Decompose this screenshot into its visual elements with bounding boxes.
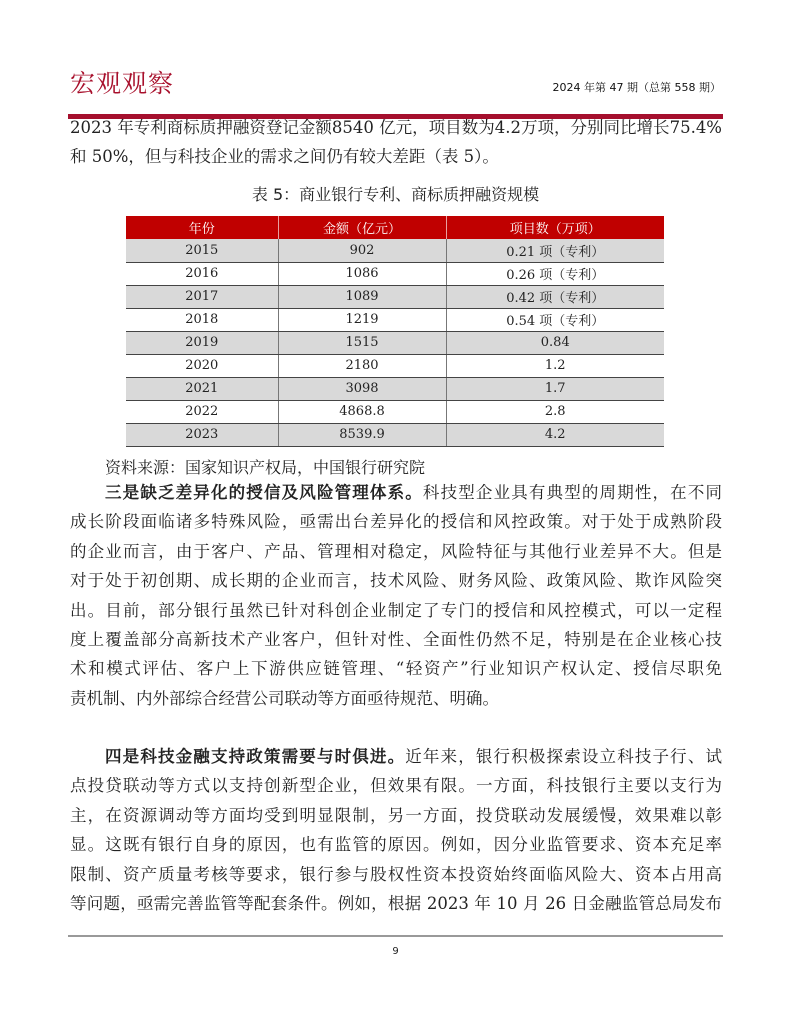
column-header: 项目数（万项） — [446, 216, 664, 239]
intro-line: 和 50%，但与科技企业的需求之间仍有较大差距（表 5）。 — [70, 147, 499, 166]
paragraph-line: 的企业而言，由于客户、产品、管理相对稳定，风险特征与其他行业差异不大。但是 — [70, 541, 722, 561]
text: 科技型企业具有典型的周期性，在不同 — [422, 483, 723, 502]
table-row — [126, 354, 664, 377]
table-cell: 2017 — [126, 285, 278, 308]
paragraph-heading: 三是缺乏差异化的授信及风险管理体系。 — [105, 483, 423, 502]
table-cell: 2016 — [126, 262, 278, 285]
table-cell: 2180 — [278, 354, 446, 377]
paragraph-line: 术和模式评估、客户上下游供应链管理、“轻资产”行业知识产权认定、授信尽职免 — [70, 659, 722, 679]
table-row — [126, 377, 664, 400]
table-cell: 1086 — [278, 262, 446, 285]
paragraph-line: 成长阶段面临诸多特殊风险，亟需出台差异化的授信和风控政策。对于处于成熟阶段 — [70, 512, 722, 532]
page-number: 9 — [392, 946, 399, 957]
table-cell: 1219 — [278, 308, 446, 331]
table-cell: 1515 — [278, 331, 446, 354]
paragraph-line: 等问题，亟需完善监管等配套条件。例如，根据 2023 年 10 月 26 日金融监管总局发布 — [70, 894, 722, 913]
paragraph-line: 责机制、内外部综合经营公司联动等方面亟待规范、明确。 — [70, 688, 499, 708]
intro-line: 2023 年专利商标质押融资登记金额8540 亿元，项目数为4.2万项，分别同比增长75.4% — [70, 118, 722, 137]
table-cell: 2018 — [126, 308, 278, 331]
table-cell: 0.54 项（专利） — [446, 308, 664, 331]
table-cell: 2021 — [126, 377, 278, 400]
table-cell: 2015 — [126, 239, 278, 262]
table-row — [126, 239, 664, 262]
table-cell: 4.2 — [446, 423, 664, 446]
text: 近年来，银行积极探索设立科技子行、试 — [405, 747, 723, 766]
table-cell: 902 — [278, 239, 446, 262]
table-row — [126, 400, 664, 423]
table-cell: 2023 — [126, 423, 278, 446]
table-row — [126, 331, 664, 354]
table-row — [126, 285, 664, 308]
table-cell: 2022 — [126, 400, 278, 423]
table-cell: 1089 — [278, 285, 446, 308]
table-cell: 1.7 — [446, 377, 664, 400]
paragraph-heading: 四是科技金融支持政策需要与时俱进。 — [105, 747, 406, 766]
paragraph-line: 显。这既有银行自身的原因，也有监管的原因。例如，因分业监管要求、资本充足率 — [70, 835, 722, 855]
issue-number: 2024 年第 47 期（总第 558 期） — [552, 81, 721, 94]
table-row — [126, 423, 664, 446]
table-source: 资料来源：国家知识产权局，中国银行研究院 — [105, 458, 426, 477]
paragraph-line: 出。目前，部分银行虽然已针对科创企业制定了专门的授信和风控模式，可以一定程 — [70, 600, 722, 620]
table-row — [126, 308, 664, 331]
column-header: 金额（亿元） — [278, 216, 446, 239]
table-cell: 2019 — [126, 331, 278, 354]
table-cell: 0.42 项（专利） — [446, 285, 664, 308]
table-cell: 2020 — [126, 354, 278, 377]
table-header-row — [126, 216, 664, 239]
footer-divider — [68, 935, 723, 937]
data-table — [126, 216, 664, 447]
table-cell: 0.26 项（专利） — [446, 262, 664, 285]
table-cell: 2.8 — [446, 400, 664, 423]
column-header: 年份 — [126, 216, 278, 239]
table-cell: 4868.8 — [278, 400, 446, 423]
table-cell: 8539.9 — [278, 423, 446, 446]
paragraph-line: 限制、资产质量考核等要求，银行参与股权性资本投资始终面临风险大、资本占用高 — [70, 864, 722, 884]
paragraph-line: 点投贷联动等方式以支持创新型企业，但效果有限。一方面，科技银行主要以支行为 — [70, 776, 722, 796]
paragraph-line: 度上覆盖部分高新技术产业客户，但针对性、全面性仍然不足，特别是在企业核心技 — [70, 630, 722, 649]
table-caption: 表 5：商业银行专利、商标质押融资规模 — [251, 185, 540, 204]
publication-title: 宏观观察 — [70, 69, 175, 98]
table-cell: 3098 — [278, 377, 446, 400]
table-row — [126, 262, 664, 285]
paragraph-line: 主，在资源调动等方面均受到明显限制，另一方面，投贷联动发展缓慢，效果难以彰 — [70, 805, 722, 825]
paragraph-line — [105, 742, 722, 771]
paragraph-line: 对于处于初创期、成长期的企业而言，技术风险、财务风险、政策风险、欺诈风险突 — [70, 571, 722, 591]
table-cell: 0.21 项（专利） — [446, 239, 664, 262]
table-cell: 1.2 — [446, 354, 664, 377]
paragraph-line — [105, 478, 722, 507]
table-cell: 0.84 — [446, 331, 664, 354]
